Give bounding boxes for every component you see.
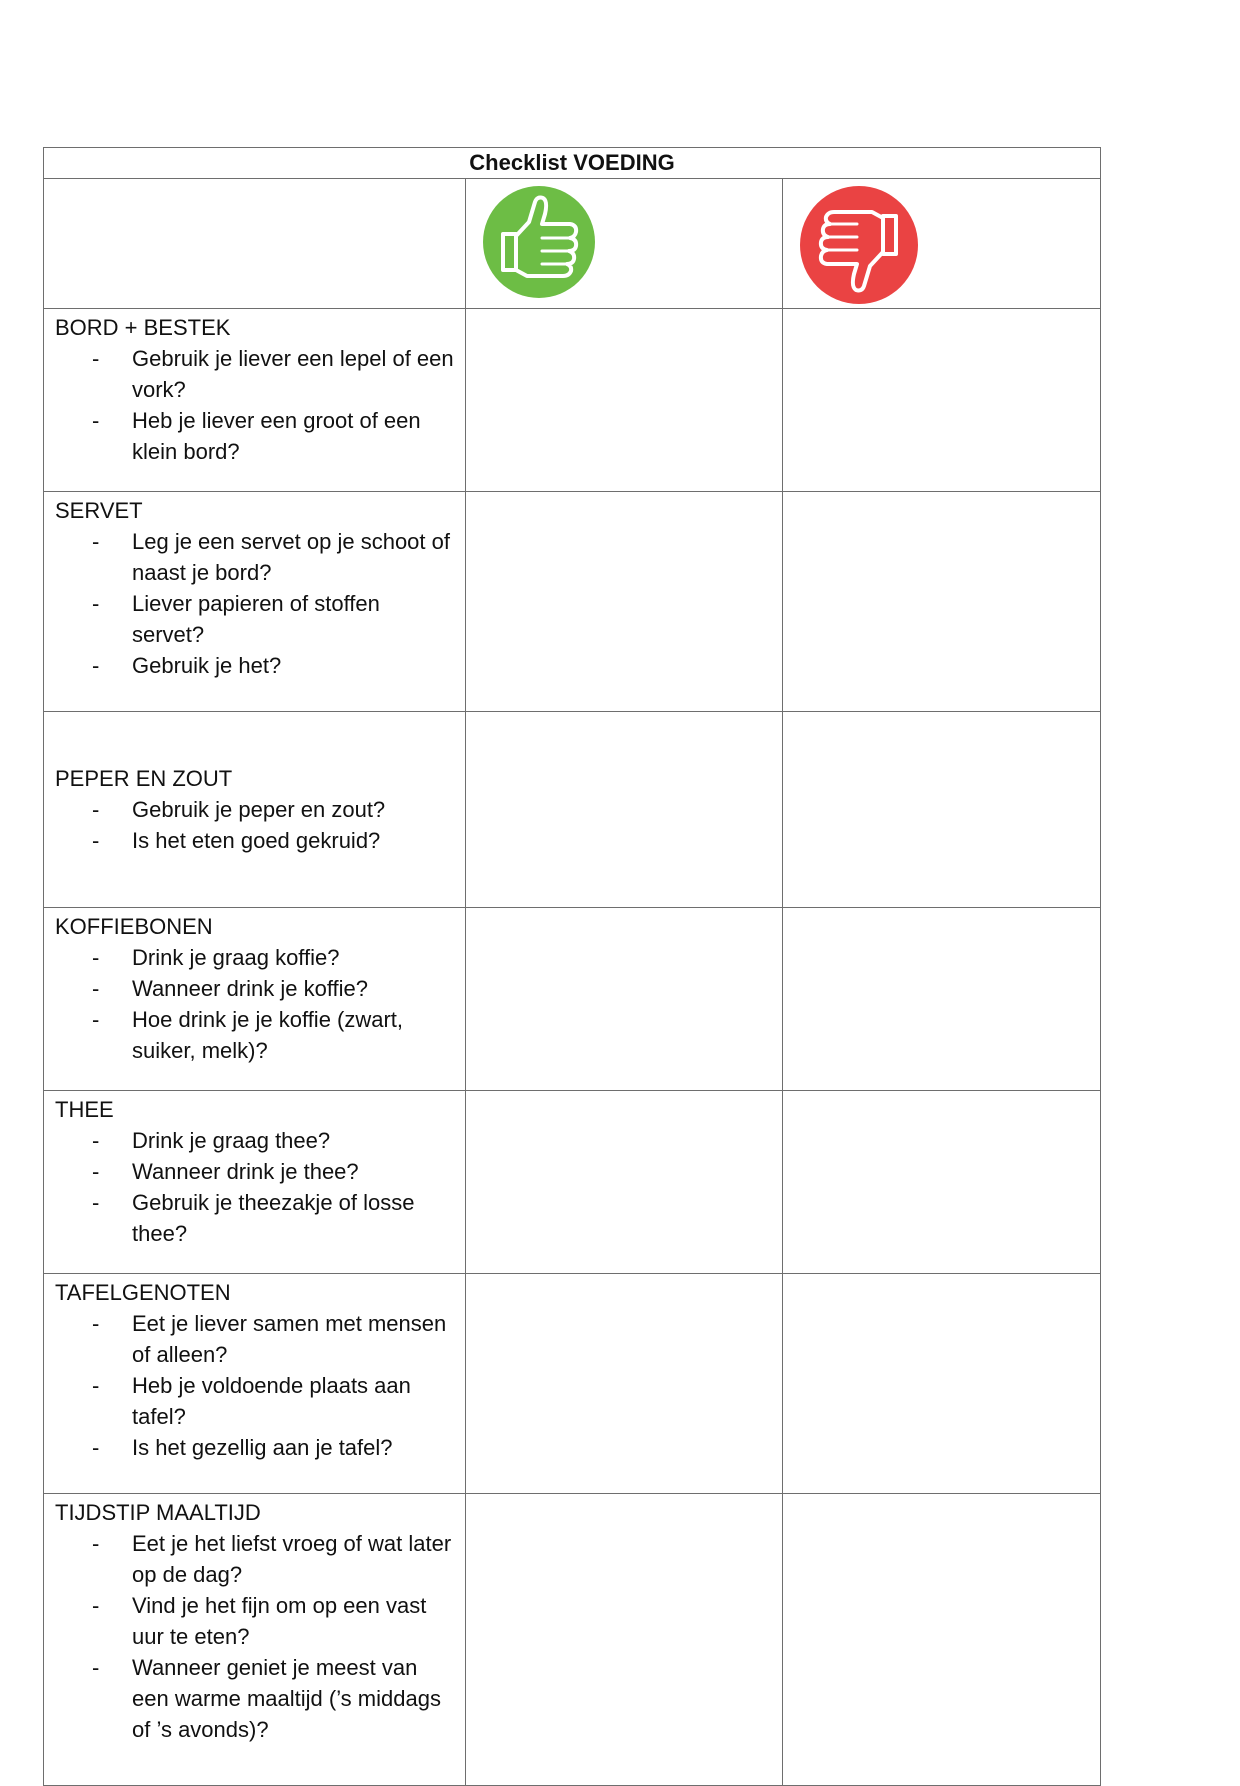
checklist-table (43, 147, 1101, 1786)
dash-bullet: - (92, 828, 100, 853)
question-item (55, 1308, 457, 1370)
question-item (55, 1590, 457, 1652)
question-text: Is het eten goed gekruid? (132, 828, 381, 853)
section-row (44, 908, 1101, 1091)
question-item (55, 1432, 457, 1463)
section-question-cell (44, 712, 466, 908)
question-item (55, 588, 457, 650)
question-item (55, 405, 457, 467)
title-row (44, 148, 1101, 179)
checklist-title: Checklist VOEDING (44, 148, 1101, 179)
dash-bullet: - (92, 653, 100, 678)
question-text: Drink je graag koffie? (132, 945, 340, 970)
positive-answer-cell[interactable] (466, 309, 783, 492)
question-list (55, 1528, 457, 1745)
negative-answer-cell[interactable] (783, 712, 1101, 908)
section-title: TIJDSTIP MAALTIJD (55, 1500, 261, 1525)
dash-bullet: - (92, 1311, 100, 1336)
question-text: Wanneer drink je koffie? (132, 976, 369, 1001)
negative-column-header (783, 179, 1101, 309)
question-text: Eet je het liefst vroeg of wat later op de dag? (132, 1531, 452, 1587)
question-text: Drink je graag thee? (132, 1128, 331, 1153)
dash-bullet: - (92, 529, 100, 554)
question-item (55, 1004, 457, 1066)
dash-bullet: - (92, 1435, 100, 1460)
dash-bullet: - (92, 1007, 100, 1032)
dash-bullet: - (92, 976, 100, 1001)
section-question-cell (44, 1091, 466, 1274)
section-question-cell (44, 1274, 466, 1494)
dash-bullet: - (92, 1531, 100, 1556)
dash-bullet: - (92, 797, 100, 822)
question-text: Heb je voldoende plaats aan tafel? (132, 1373, 411, 1429)
section-row (44, 492, 1101, 712)
dash-bullet: - (92, 346, 100, 371)
question-text: Heb je liever een groot of een klein bord? (132, 408, 421, 464)
negative-answer-cell[interactable] (783, 1494, 1101, 1786)
positive-answer-cell[interactable] (466, 712, 783, 908)
question-item (55, 1652, 457, 1745)
negative-answer-cell[interactable] (783, 492, 1101, 712)
dash-bullet: - (92, 1655, 100, 1680)
icon-row (44, 179, 1101, 309)
section-question-cell (44, 492, 466, 712)
section-row (44, 1494, 1101, 1786)
question-list (55, 1308, 457, 1463)
dash-bullet: - (92, 591, 100, 616)
empty-header-cell (44, 179, 466, 309)
positive-answer-cell[interactable] (466, 1274, 783, 1494)
section-question-cell (44, 309, 466, 492)
thumbs-up-icon (481, 184, 597, 300)
question-text: Hoe drink je je koffie (zwart, suiker, melk)? (132, 1007, 404, 1063)
dash-bullet: - (92, 1373, 100, 1398)
question-text: Gebruik je het? (132, 653, 282, 678)
question-text: Gebruik je theezakje of losse thee? (132, 1190, 415, 1246)
question-text: Is het gezellig aan je tafel? (132, 1435, 393, 1460)
question-text: Liever papieren of stoffen servet? (132, 591, 380, 647)
positive-answer-cell[interactable] (466, 908, 783, 1091)
dash-bullet: - (92, 408, 100, 433)
positive-answer-cell[interactable] (466, 1091, 783, 1274)
question-item (55, 825, 457, 856)
question-text: Vind je het fijn om op een vast uur te eten? (132, 1593, 427, 1649)
question-item (55, 1187, 457, 1249)
question-list (55, 942, 457, 1066)
question-item (55, 343, 457, 405)
negative-answer-cell[interactable] (783, 1274, 1101, 1494)
thumbs-down-icon (798, 184, 920, 306)
question-text: Leg je een servet op je schoot of naast je bord? (132, 529, 450, 585)
question-item (55, 973, 457, 1004)
section-question-cell (44, 1494, 466, 1786)
dash-bullet: - (92, 1159, 100, 1184)
question-list (55, 526, 457, 681)
question-item (55, 526, 457, 588)
question-item (55, 942, 457, 973)
positive-answer-cell[interactable] (466, 492, 783, 712)
section-title: THEE (55, 1097, 114, 1122)
section-title: BORD + BESTEK (55, 315, 231, 340)
dash-bullet: - (92, 1593, 100, 1618)
question-list (55, 343, 457, 467)
question-item (55, 1156, 457, 1187)
dash-bullet: - (92, 1128, 100, 1153)
section-row (44, 309, 1101, 492)
negative-answer-cell[interactable] (783, 1091, 1101, 1274)
negative-answer-cell[interactable] (783, 908, 1101, 1091)
question-item (55, 1125, 457, 1156)
section-row (44, 1274, 1101, 1494)
section-title: TAFELGENOTEN (55, 1280, 231, 1305)
section-row (44, 1091, 1101, 1274)
section-title: SERVET (55, 498, 143, 523)
question-item (55, 650, 457, 681)
question-text: Eet je liever samen met mensen of alleen? (132, 1311, 447, 1367)
question-text: Gebruik je liever een lepel of een vork? (132, 346, 454, 402)
dash-bullet: - (92, 945, 100, 970)
question-item (55, 1528, 457, 1590)
section-row (44, 712, 1101, 908)
positive-answer-cell[interactable] (466, 1494, 783, 1786)
question-text: Wanneer geniet je meest van een warme maaltijd (’s middags of ’s avonds)? (132, 1655, 441, 1742)
section-title: KOFFIEBONEN (55, 914, 213, 939)
question-item (55, 1370, 457, 1432)
section-title: PEPER EN ZOUT (55, 766, 233, 791)
question-item (55, 794, 457, 825)
question-text: Gebruik je peper en zout? (132, 797, 386, 822)
question-text: Wanneer drink je thee? (132, 1159, 359, 1184)
question-list (55, 794, 457, 856)
positive-column-header (466, 179, 783, 309)
negative-answer-cell[interactable] (783, 309, 1101, 492)
dash-bullet: - (92, 1190, 100, 1215)
checklist-body (44, 148, 1101, 1786)
section-question-cell (44, 908, 466, 1091)
question-list (55, 1125, 457, 1249)
